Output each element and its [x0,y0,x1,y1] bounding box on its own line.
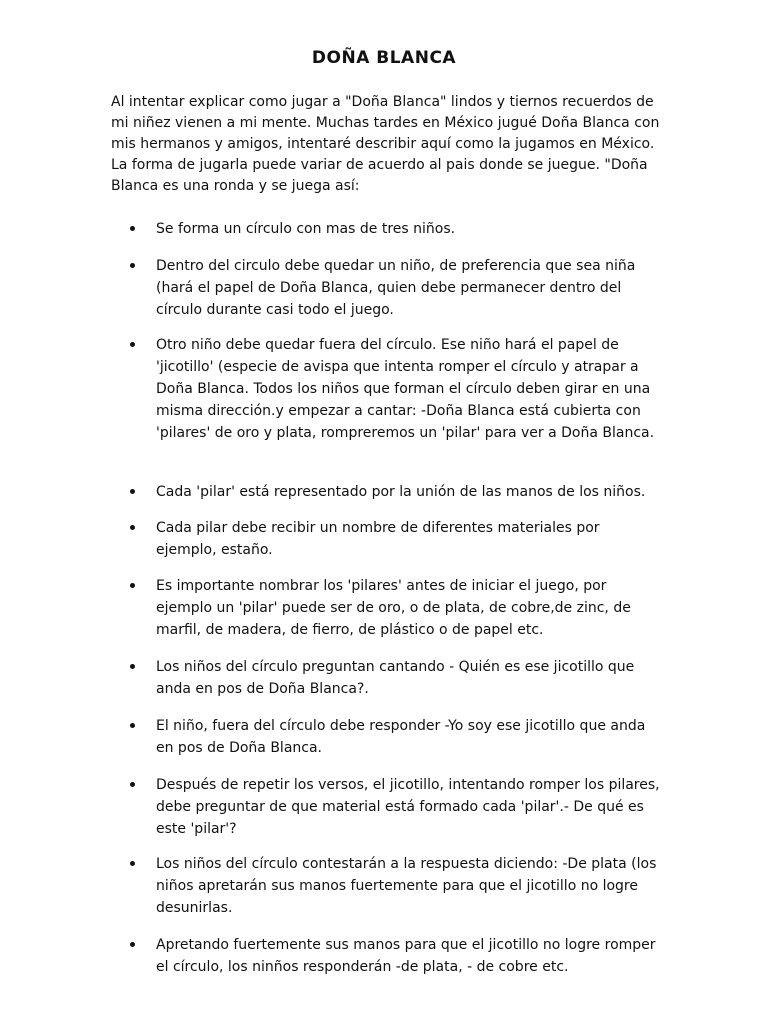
list-item-text: El niño, fuera del círculo debe responder -Yo soy ese jicotillo que anda en pos de Doña Blanca. [156,718,646,756]
bullet-icon [130,525,135,530]
intro-paragraph: Al intentar explicar como jugar a "Doña Blanca" lindos y tiernos recuerdos de mi niñez vienen a mi mente. Muchas tardes en México jugué Doña Blanca con mis hermanos y amigos, intentaré describir aquí como la jugamos en México. La forma de jugarla puede variar de acuerdo al pais donde se juegue. "Doña Blanca es una ronda y se juega así: [111,94,660,194]
bullet-icon [130,723,135,728]
bullet-icon [130,861,135,866]
list-item-text: Los niños del círculo contestarán a la respuesta diciendo: -De plata (los niños apretarán sus manos fuertemente para que el jicotillo no logre desunirlas. [156,856,657,916]
bullet-icon [130,263,135,268]
bullet-icon [130,583,135,588]
list-item-text: Se forma un círculo con mas de tres niños. [156,221,456,237]
bullet-icon [130,942,135,947]
list-item-text: Es importante nombrar los 'pilares' antes de iniciar el juego, por ejemplo un 'pilar' puede ser de oro, o de plata, de cobre,de zinc, de marfil, de madera, de fierro, de plástico o de papel etc. [156,578,631,638]
document-title: DOÑA BLANCA [311,48,457,68]
list-item-text: Los niños del círculo preguntan cantando - Quién es ese jicotillo que anda en pos de Doña Blanca?. [156,659,635,697]
list-item-text: Cada pilar debe recibir un nombre de diferentes materiales por ejemplo, estaño. [156,520,600,558]
bullet-icon [130,342,135,347]
bullet-icon [130,664,135,669]
list-item-text: Cada 'pilar' está representado por la unión de las manos de los niños. [156,484,646,500]
list-item-text: Después de repetir los versos, el jicotillo, intentando romper los pilares, debe preguntar de que material está formado cada 'pilar'.- De qué es este 'pilar'? [156,777,660,837]
list-item-text: Apretando fuertemente sus manos para que el jicotillo no logre romper el círculo, los ninños responderán -de plata, - de cobre etc. [156,937,656,975]
list-item-text: Otro niño debe quedar fuera del círculo. Ese niño hará el papel de 'jicotillo' (especie de avispa que intenta romper el círculo y atrapar a Doña Blanca. Todos los niños que forman el círculo deben girar en una misma dirección.y empezar a cantar: -Doña Blanca está cubierta con 'pilares' de oro y plata, rompreremos un 'pilar' para ver a Doña Blanca. [156,337,655,441]
bullet-icon [130,782,135,787]
list-item-text: Dentro del circulo debe quedar un niño, de preferencia que sea niña (hará el papel de Doña Blanca, quien debe permanecer dentro del círculo durante casi todo el juego. [156,258,636,318]
bullet-icon [130,226,135,231]
bullet-icon [130,489,135,494]
